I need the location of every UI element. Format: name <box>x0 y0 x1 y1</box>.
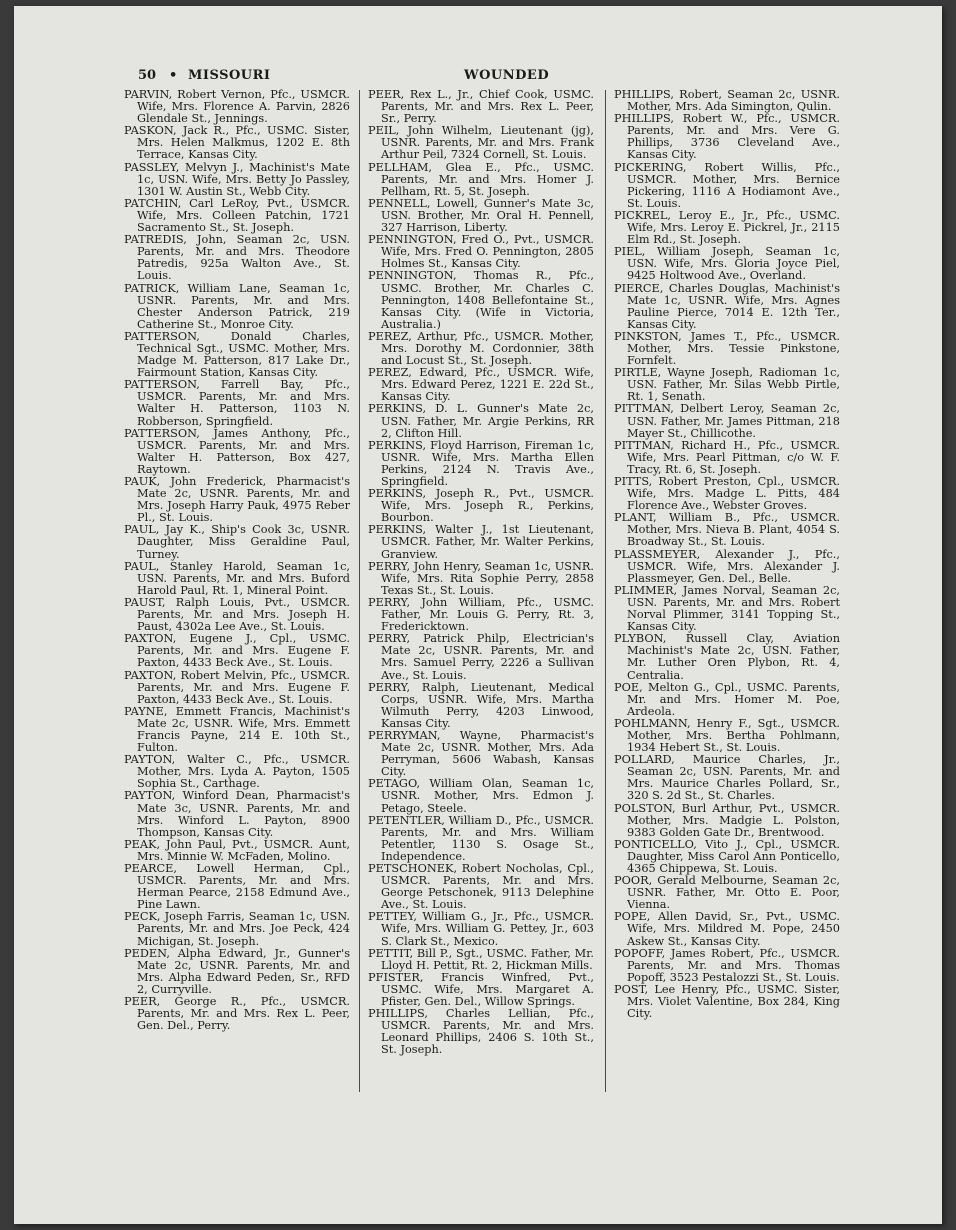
casualty-entry: PHILLIPS, Robert, Seaman 2c, USNR. Mother, Mrs. Ada Simington, Qulin. <box>614 88 840 114</box>
casualty-entry: PETTIT, Bill P., Sgt., USMC. Father, Mr. Lloyd H. Pettit, Rt. 2, Hickman Mills. <box>368 946 594 972</box>
casualty-entry: PELLHAM, Glea E., Pfc., USMC. Parents, Mr. and Mrs. Homer J. Pellham, Rt. 5, St. Joseph. <box>368 160 594 198</box>
column-3 <box>614 89 840 1020</box>
casualty-entry: PAUL, Jay K., Ship's Cook 3c, USNR. Daughter, Miss Geraldine Paul, Turney. <box>124 523 350 561</box>
column-divider <box>359 90 360 1092</box>
casualty-entry: PASKON, Jack R., Pfc., USMC. Sister, Mrs. Helen Malkmus, 1202 E. 8th Terrace, Kansas City. <box>124 124 350 162</box>
casualty-entry: POLLARD, Maurice Charles, Jr., Seaman 2c, USN. Parents, Mr. and Mrs. Maurice Charles Pollard, Sr., 320 S. 2d St., St. Charles. <box>614 753 840 803</box>
casualty-entry: PONTICELLO, Vito J., Cpl., USMCR. Daughter, Miss Carol Ann Ponticello, 4365 Chippewa, St. Louis. <box>614 837 840 875</box>
casualty-entry: POOR, Gerald Melbourne, Seaman 2c, USNR. Father, Mr. Otto E. Poor, Vienna. <box>614 874 840 912</box>
state-heading: MISSOURI <box>188 68 271 83</box>
category-heading: WOUNDED <box>464 68 550 83</box>
casualty-entry: PATTERSON, Farrell Bay, Pfc., USMCR. Parents, Mr. and Mrs. Walter H. Patterson, 1103 N. Robberson, Springfield. <box>124 378 350 428</box>
casualty-entry: POST, Lee Henry, Pfc., USMC. Sister, Mrs. Violet Valentine, Box 284, King City. <box>614 982 840 1021</box>
casualty-entry: PEARCE, Lowell Herman, Cpl., USMCR. Parents, Mr. and Mrs. Herman Pearce, 2158 Edmund Ave., Pine Lawn. <box>124 862 350 912</box>
casualty-entry: POE, Melton G., Cpl., USMC. Parents, Mr. and Mrs. Homer M. Poe, Ardeola. <box>614 680 840 718</box>
casualty-entry: POPE, Allen David, Sr., Pvt., USMC. Wife, Mrs. Mildred M. Pope, 2450 Askew St., Kansas City. <box>614 910 840 948</box>
casualty-entry: PITTMAN, Richard H., Pfc., USMCR. Wife, Mrs. Pearl Pittman, c/o W. F. Tracy, Rt. 6, St. Joseph. <box>614 438 840 476</box>
casualty-entry: POLSTON, Burl Arthur, Pvt., USMCR. Mother, Mrs. Madgie L. Polston, 9383 Golden Gate Dr., Brentwood. <box>614 801 840 839</box>
casualty-entry: PLASSMEYER, Alexander J., Pfc., USMCR. Wife, Mrs. Alexander J. Plassmeyer, Gen. Del., Belle. <box>614 547 840 585</box>
casualty-entry: PENNINGTON, Fred O., Pvt., USMCR. Wife, Mrs. Fred O. Pennington, 2805 Holmes St., Kansas City. <box>368 233 594 271</box>
casualty-entry: PERRY, John Henry, Seaman 1c, USNR. Wife, Mrs. Rita Sophie Perry, 2858 Texas St., St. Louis. <box>368 559 594 597</box>
column-2 <box>368 89 594 1057</box>
casualty-entry: PAXTON, Eugene J., Cpl., USMC. Parents, Mr. and Mrs. Eugene F. Paxton, 4433 Beck Ave., St. Louis. <box>124 632 350 670</box>
casualty-entry: PHILLIPS, Robert W., Pfc., USMCR. Parents, Mr. and Mrs. Vere G. Phillips, 3736 Cleveland Ave., Kansas City. <box>614 112 840 162</box>
casualty-entry: PEER, Rex L., Jr., Chief Cook, USMC. Parents, Mr. and Mrs. Rex L. Peer, Sr., Perry. <box>368 88 594 126</box>
casualty-entry: PERKINS, Joseph R., Pvt., USMCR. Wife, Mrs. Joseph R., Perkins, Bourbon. <box>368 487 594 525</box>
casualty-entry: PAUK, John Frederick, Pharmacist's Mate 2c, USNR. Parents, Mr. and Mrs. Joseph Harry Pauk, 4975 Reber Pl., St. Louis. <box>124 475 350 525</box>
casualty-entry: PATTERSON, Donald Charles, Technical Sgt., USMC. Mother, Mrs. Madge M. Patterson, 817 Lake Dr., Fairmount Station, Kansas City. <box>124 329 350 380</box>
casualty-entry: PFISTER, Francis Winfred, Pvt., USMC. Wife, Mrs. Margaret A. Pfister, Gen. Del., Willow Springs. <box>368 970 594 1009</box>
casualty-entry: PHILLIPS, Charles Lellian, Pfc., USMCR. Parents, Mr. and Mrs. Leonard Phillips, 2406 S. 10th St., St. Joseph. <box>368 1007 594 1057</box>
page-number: 50 <box>138 68 157 83</box>
casualty-entry: PECK, Joseph Farris, Seaman 1c, USN. Parents, Mr. and Mrs. Joe Peck, 424 Michigan, St. Joseph. <box>124 910 350 948</box>
casualty-entry: PLANT, William B., Pfc., USMCR. Mother, Mrs. Nieva B. Plant, 4054 S. Broadway St., St. Louis. <box>614 511 840 549</box>
column-1 <box>124 89 350 1032</box>
casualty-entry: PERRY, John William, Pfc., USMC. Father, Mr. Louis G. Perry, Rt. 3, Fredericktown. <box>368 595 594 634</box>
casualty-entry: PICKREL, Leroy E., Jr., Pfc., USMC. Wife, Mrs. Leroy E. Pickrel, Jr., 2115 Elm Rd., St. Joseph. <box>614 208 840 247</box>
casualty-entry: PIERCE, Charles Douglas, Machinist's Mate 1c, USNR. Wife, Mrs. Agnes Pauline Pierce, 7014 E. 12th Ter., Kansas City. <box>614 281 840 331</box>
casualty-entry: PAYNE, Emmett Francis, Machinist's Mate 2c, USNR. Wife, Mrs. Emmett Francis Payne, 214 E. 10th St., Fulton. <box>124 704 350 755</box>
casualty-entry: PASSLEY, Melvyn J., Machinist's Mate 1c, USN. Wife, Mrs. Betty Jo Passley, 1301 W. Austin St., Webb City. <box>124 160 350 198</box>
casualty-entry: PIEL, William Joseph, Seaman 1c, USN. Wife, Mrs. Gloria Joyce Piel, 9425 Holtwood Ave., Overland. <box>614 245 840 283</box>
casualty-entry: PERKINS, D. L. Gunner's Mate 2c, USN. Father, Mr. Argie Perkins, RR 2, Clifton Hill. <box>368 402 594 440</box>
casualty-entry: PAUST, Ralph Louis, Pvt., USMCR. Parents, Mr. and Mrs. Joseph H. Paust, 4302a Lee Ave., St. Louis. <box>124 595 350 634</box>
casualty-entry: PETAGO, William Olan, Seaman 1c, USNR. Mother, Mrs. Edmon J. Petago, Steele. <box>368 777 594 815</box>
casualty-entry: PERKINS, Walter J., 1st Lieutenant, USMCR. Father, Mr. Walter Perkins, Granview. <box>368 523 594 561</box>
casualty-entry: PATTERSON, James Anthony, Pfc., USMCR. Parents, Mr. and Mrs. Walter H. Patterson, Box 427, Raytown. <box>124 426 350 476</box>
casualty-entry: PITTS, Robert Preston, Cpl., USMCR. Wife, Mrs. Madge L. Pitts, 484 Florence Ave., Webster Groves. <box>614 475 840 513</box>
casualty-entry: PATRICK, William Lane, Seaman 1c, USNR. Parents, Mr. and Mrs. Chester Anderson Patrick, 219 Catherine St., Monroe City. <box>124 281 350 331</box>
casualty-entry: PEIL, John Wilhelm, Lieutenant (jg), USNR. Parents, Mr. and Mrs. Frank Arthur Peil, 7324 Cornell, St. Louis. <box>368 124 594 162</box>
casualty-entry: PAUL, Stanley Harold, Seaman 1c, USN. Parents, Mr. and Mrs. Buford Harold Paul, Rt. 1, Mineral Point. <box>124 559 350 597</box>
casualty-entry: PERRYMAN, Wayne, Pharmacist's Mate 2c, USNR. Mother, Mrs. Ada Perryman, 5606 Wabash, Kansas City. <box>368 728 594 779</box>
casualty-entry: PETSCHONEK, Robert Nocholas, Cpl., USMCR. Parents, Mr. and Mrs. George Petschonek, 9113 Delephine Ave., St. Louis. <box>368 862 594 912</box>
casualty-entry: PEDEN, Alpha Edward, Jr., Gunner's Mate 2c, USNR. Parents, Mr. and Mrs. Alpha Edward Peden, Sr., RFD 2, Curryville. <box>124 946 350 996</box>
casualty-entry: PICKERING, Robert Willis, Pfc., USMCR. Mother, Mrs. Bernice Pickering, 1116 A Hodiamont Ave., St. Louis. <box>614 160 840 210</box>
casualty-entry: POPOFF, James Robert, Pfc., USMCR. Parents, Mr. and Mrs. Thomas Popoff, 3523 Pestalozzi St., St. Louis. <box>614 946 840 984</box>
column-divider <box>605 90 606 1092</box>
casualty-entry: PINKSTON, James T., Pfc., USMCR. Mother, Mrs. Tessie Pinkstone, Fornfelt. <box>614 329 840 368</box>
casualty-entry: PERKINS, Floyd Harrison, Fireman 1c, USNR. Wife, Mrs. Martha Ellen Perkins, 2124 N. Travis Ave., Springfield. <box>368 438 594 488</box>
casualty-entry: PEER, George R., Pfc., USMCR. Parents, Mr. and Mrs. Rex L. Peer, Gen. Del., Perry. <box>124 995 350 1033</box>
casualty-entry: PAYTON, Walter C., Pfc., USMCR. Mother, Mrs. Lyda A. Payton, 1505 Sophia St., Carthage. <box>124 753 350 791</box>
casualty-entry: PLIMMER, James Norval, Seaman 2c, USN. Parents, Mr. and Mrs. Robert Norval Plimmer, 3141 Topping St., Kansas City. <box>614 583 840 634</box>
casualty-entry: POHLMANN, Henry F., Sgt., USMCR. Mother, Mrs. Bertha Pohlmann, 1934 Hebert St., St. Louis. <box>614 716 840 755</box>
casualty-entry: PETENTLER, William D., Pfc., USMCR. Parents, Mr. and Mrs. William Petentler, 1130 S. Osage St., Independence. <box>368 813 594 863</box>
casualty-entry: PATCHIN, Carl LeRoy, Pvt., USMCR. Wife, Mrs. Colleen Patchin, 1721 Sacramento St., St. Joseph. <box>124 196 350 235</box>
casualty-entry: PITTMAN, Delbert Leroy, Seaman 2c, USN. Father, Mr. James Pittman, 218 Mayer St., Chillicothe. <box>614 402 840 440</box>
casualty-entry: PAXTON, Robert Melvin, Pfc., USMCR. Parents, Mr. and Mrs. Eugene F. Paxton, 4433 Beck Ave., St. Louis. <box>124 668 350 706</box>
casualty-entry: PLYBON, Russell Clay, Aviation Machinist's Mate 2c, USN. Father, Mr. Luther Oren Plybon, Rt. 4, Centralia. <box>614 632 840 682</box>
header-bullet: • <box>169 68 178 83</box>
casualty-entry: PERRY, Patrick Philp, Electrician's Mate 2c, USNR. Parents, Mr. and Mrs. Samuel Perry, 2226 a Sullivan Ave., St. Louis. <box>368 632 594 682</box>
casualty-entry: PEAK, John Paul, Pvt., USMCR. Aunt, Mrs. Minnie W. McFaden, Molino. <box>124 837 350 863</box>
casualty-entry: PAYTON, Winford Dean, Pharmacist's Mate 3c, USNR. Parents, Mr. and Mrs. Winford L. Payton, 8900 Thompson, Kansas City. <box>124 789 350 839</box>
casualty-entry: PERRY, Ralph, Lieutenant, Medical Corps, USNR. Wife, Mrs. Martha Wilmuth Perry, 4203 Linwood, Kansas City. <box>368 680 594 730</box>
casualty-entry: PEREZ, Edward, Pfc., USMCR. Wife, Mrs. Edward Perez, 1221 E. 22d St., Kansas City. <box>368 366 594 404</box>
page-header <box>138 68 878 90</box>
casualty-entry: PETTEY, William G., Jr., Pfc., USMCR. Wife, Mrs. William G. Pettey, Jr., 603 S. Clark St., Mexico. <box>368 910 594 948</box>
casualty-entry: PIRTLE, Wayne Joseph, Radioman 1c, USN. Father, Mr. Silas Webb Pirtle, Rt. 1, Senath. <box>614 366 840 404</box>
casualty-entry: PARVIN, Robert Vernon, Pfc., USMCR. Wife, Mrs. Florence A. Parvin, 2826 Glendale St., Jennings. <box>124 88 350 126</box>
casualty-entry: PATREDIS, John, Seaman 2c, USN. Parents, Mr. and Mrs. Theodore Patredis, 925a Walton Ave., St. Louis. <box>124 233 350 283</box>
casualty-entry: PENNELL, Lowell, Gunner's Mate 3c, USN. Brother, Mr. Oral H. Pennell, 327 Harrison, Liberty. <box>368 196 594 235</box>
casualty-entry: PEREZ, Arthur, Pfc., USMCR. Mother, Mrs. Dorothy M. Cordonnier, 38th and Locust St., St. Joseph. <box>368 329 594 368</box>
casualty-entry: PENNINGTON, Thomas R., Pfc., USMC. Brother, Mr. Charles C. Pennington, 1408 Bellefontaine St., Kansas City. (Wife in Victoria, Australia.) <box>368 269 594 331</box>
